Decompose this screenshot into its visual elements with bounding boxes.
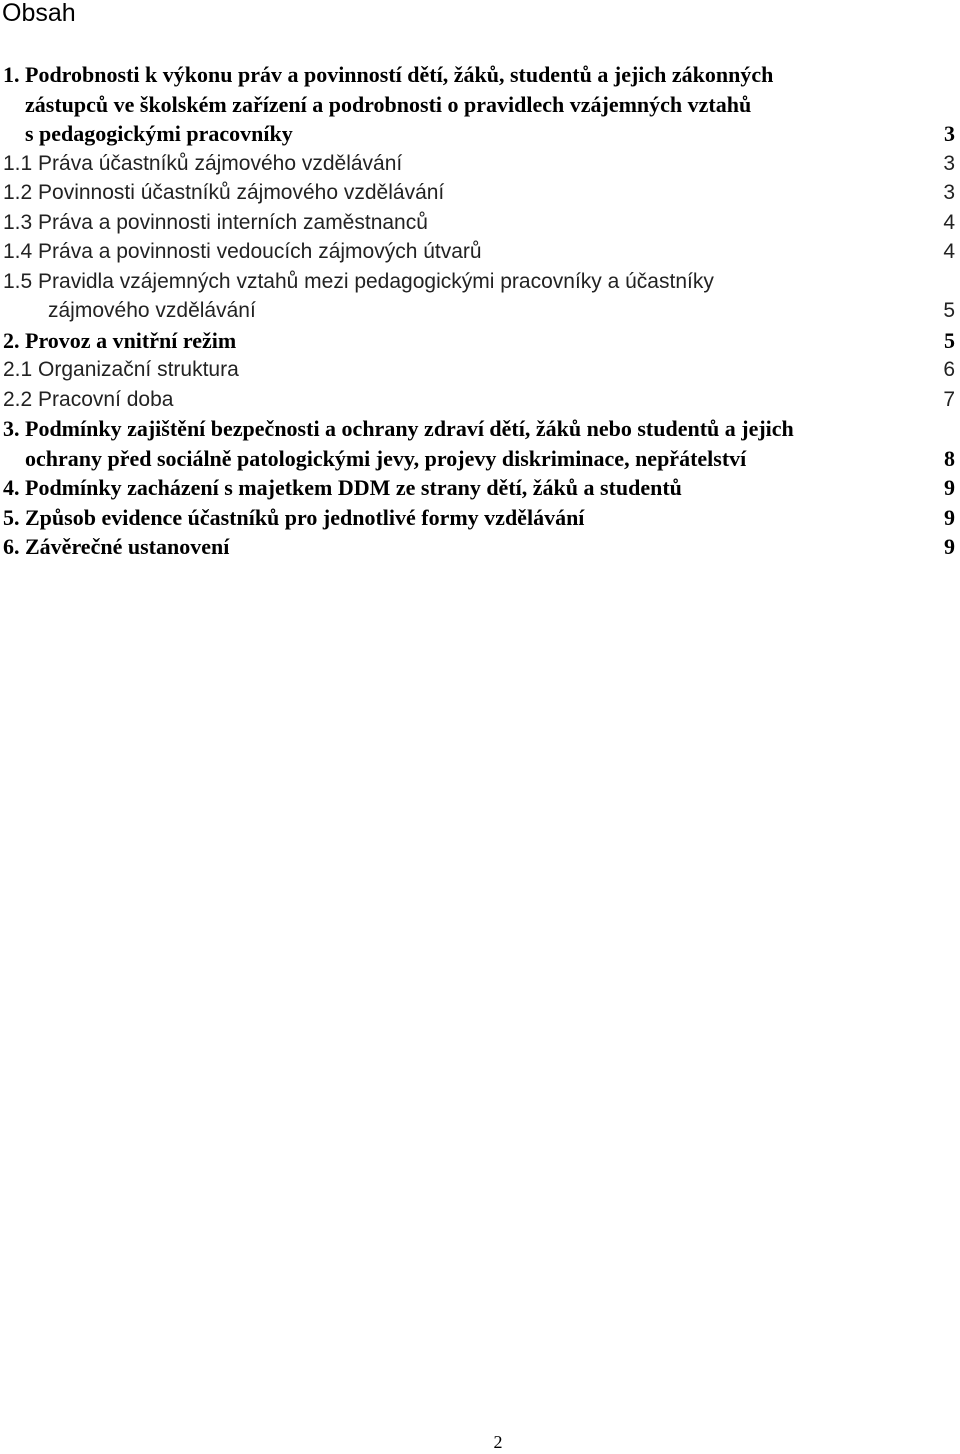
toc-entry-1-5[interactable]	[3, 267, 955, 326]
table-of-contents	[3, 60, 955, 562]
toc-page-number: 8	[944, 445, 955, 471]
toc-entry-label: 1.4 Práva a povinnosti vedoucích zájmových útvarů	[3, 240, 482, 263]
toc-entry-3-line-2: ochrany před sociálně patologickými jevy, projevy diskriminace, nepřátelství	[25, 445, 747, 471]
toc-entry-label: 2.1 Organizační struktura	[3, 358, 239, 381]
toc-entry-2[interactable]	[3, 326, 955, 356]
toc-entry-1-line-2: zástupců ve školském zařízení a podrobnosti o pravidlech vzájemných vztahů	[25, 91, 752, 117]
toc-entry-label: 2.2 Pracovní doba	[3, 387, 174, 411]
toc-entry-1[interactable]	[3, 60, 955, 149]
toc-entry-1-3[interactable]	[3, 208, 955, 238]
toc-page-number: 9	[944, 534, 955, 559]
page-number: 2	[493, 1432, 503, 1452]
toc-entry-3-line-1: 3. Podmínky zajištění bezpečnosti a ochrany zdraví dětí, žáků nebo studentů a jejich	[3, 416, 794, 441]
toc-page-number: 5	[944, 327, 955, 353]
toc-entry-label: 1.2 Povinnosti účastníků zájmového vzdělávání	[3, 181, 445, 204]
toc-page-number: 4	[943, 210, 955, 234]
toc-entry-label: 1.1 Práva účastníků zájmového vzdělávání	[3, 151, 403, 175]
toc-entry-1-5-line-2: zájmového vzdělávání	[48, 299, 256, 322]
toc-entry-1-4[interactable]	[3, 237, 955, 267]
toc-entry-label: 4. Podmínky zacházení s majetkem DDM ze strany dětí, žáků a studentů	[3, 475, 682, 500]
toc-page-number: 5	[943, 299, 955, 322]
toc-entry-label: 2. Provoz a vnitřní režim	[3, 327, 237, 353]
toc-page-number: 3	[944, 121, 955, 146]
toc-entry-2-1[interactable]	[3, 355, 955, 385]
toc-entry-4[interactable]	[3, 473, 955, 503]
toc-page-number: 3	[943, 151, 955, 175]
toc-entry-1-1[interactable]	[3, 149, 955, 179]
toc-page-number: 7	[943, 387, 955, 411]
toc-entry-6[interactable]	[3, 532, 955, 562]
toc-entry-1-2[interactable]	[3, 178, 955, 208]
toc-page-number: 9	[944, 475, 955, 500]
toc-entry-5[interactable]	[3, 503, 955, 533]
toc-entry-label: 6. Závěrečné ustanovení	[3, 534, 230, 559]
toc-page-number: 3	[943, 181, 955, 204]
toc-page-number: 6	[943, 358, 955, 381]
toc-entry-label: 5. Způsob evidence účastníků pro jednotlivé formy vzdělávání	[3, 504, 585, 530]
toc-entry-2-2[interactable]	[3, 385, 955, 415]
toc-entry-label: 1.3 Práva a povinnosti interních zaměstnanců	[3, 210, 428, 234]
toc-page-number: 4	[943, 240, 955, 263]
toc-entry-1-5-line-1: 1.5 Pravidla vzájemných vztahů mezi pedagogickými pracovníky a účastníky	[3, 269, 714, 293]
toc-entry-1-line-3: s pedagogickými pracovníky	[25, 121, 293, 146]
page-title: Obsah	[2, 0, 76, 27]
toc-page-number: 9	[944, 504, 955, 530]
toc-entry-1-line-1: 1. Podrobnosti k výkonu práv a povinností dětí, žáků, studentů a jejich zákonných	[3, 62, 774, 87]
toc-entry-3[interactable]	[3, 414, 955, 473]
